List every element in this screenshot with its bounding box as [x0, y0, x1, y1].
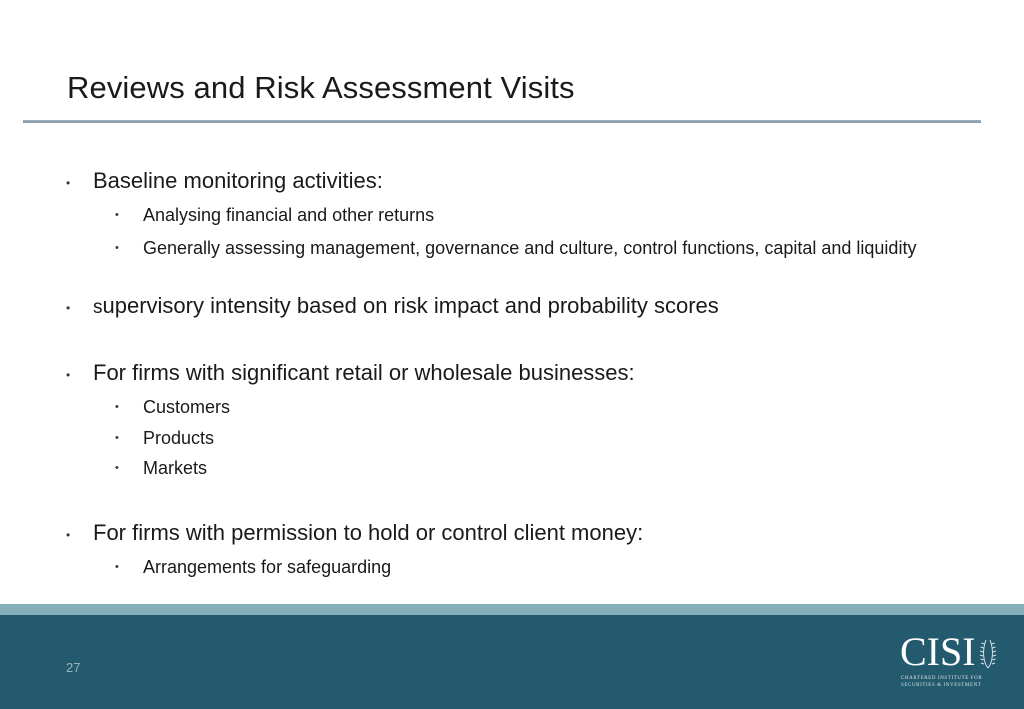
bullet-icon: • — [115, 561, 119, 573]
bullet-icon: • — [66, 368, 71, 382]
footer-stripe — [0, 604, 1024, 615]
sub-bullet-safeguarding: Arrangements for safeguarding — [143, 557, 392, 577]
bullet-text-rest: upervisory intensity based on risk impact and probability scores — [102, 293, 719, 318]
page-title: Reviews and Risk Assessment Visits — [67, 70, 575, 105]
page-number: 27 — [66, 660, 81, 675]
bullet-client-money: For firms with permission to hold or control client money: — [93, 520, 644, 545]
logo-subtitle: CHARTERED INSTITUTE FOR SECURITIES & INVESTMENT — [901, 676, 983, 688]
bullet-icon: • — [115, 432, 119, 444]
bullet-icon: • — [115, 462, 119, 474]
bullet-icon: • — [115, 209, 119, 221]
bullet-icon: • — [66, 528, 71, 542]
bullet-icon: • — [66, 176, 71, 190]
bullet-initial-letter: s — [93, 297, 103, 318]
bullet-baseline-monitoring: Baseline monitoring activities: — [93, 168, 383, 193]
sub-bullet-markets: Markets — [143, 458, 208, 478]
sub-bullet-assessing-management: Generally assessing management, governance and culture, control functions, capital and liquidity — [143, 238, 917, 258]
bullet-icon: • — [66, 301, 71, 315]
bullet-icon: • — [115, 242, 119, 254]
cisi-logo — [900, 629, 1000, 694]
bullet-supervisory-intensity — [93, 293, 719, 319]
sub-bullet-customers: Customers — [143, 397, 231, 417]
laurel-crest-icon — [979, 636, 997, 670]
sub-bullet-products: Products — [143, 428, 215, 448]
bullet-icon: • — [115, 401, 119, 413]
footer-bar — [0, 615, 1024, 709]
bullet-retail-wholesale: For firms with significant retail or wholesale businesses: — [93, 360, 635, 385]
sub-bullet-analysing-returns: Analysing financial and other returns — [143, 205, 435, 225]
title-divider — [23, 120, 981, 123]
logo-wordmark: CISI — [900, 629, 976, 674]
